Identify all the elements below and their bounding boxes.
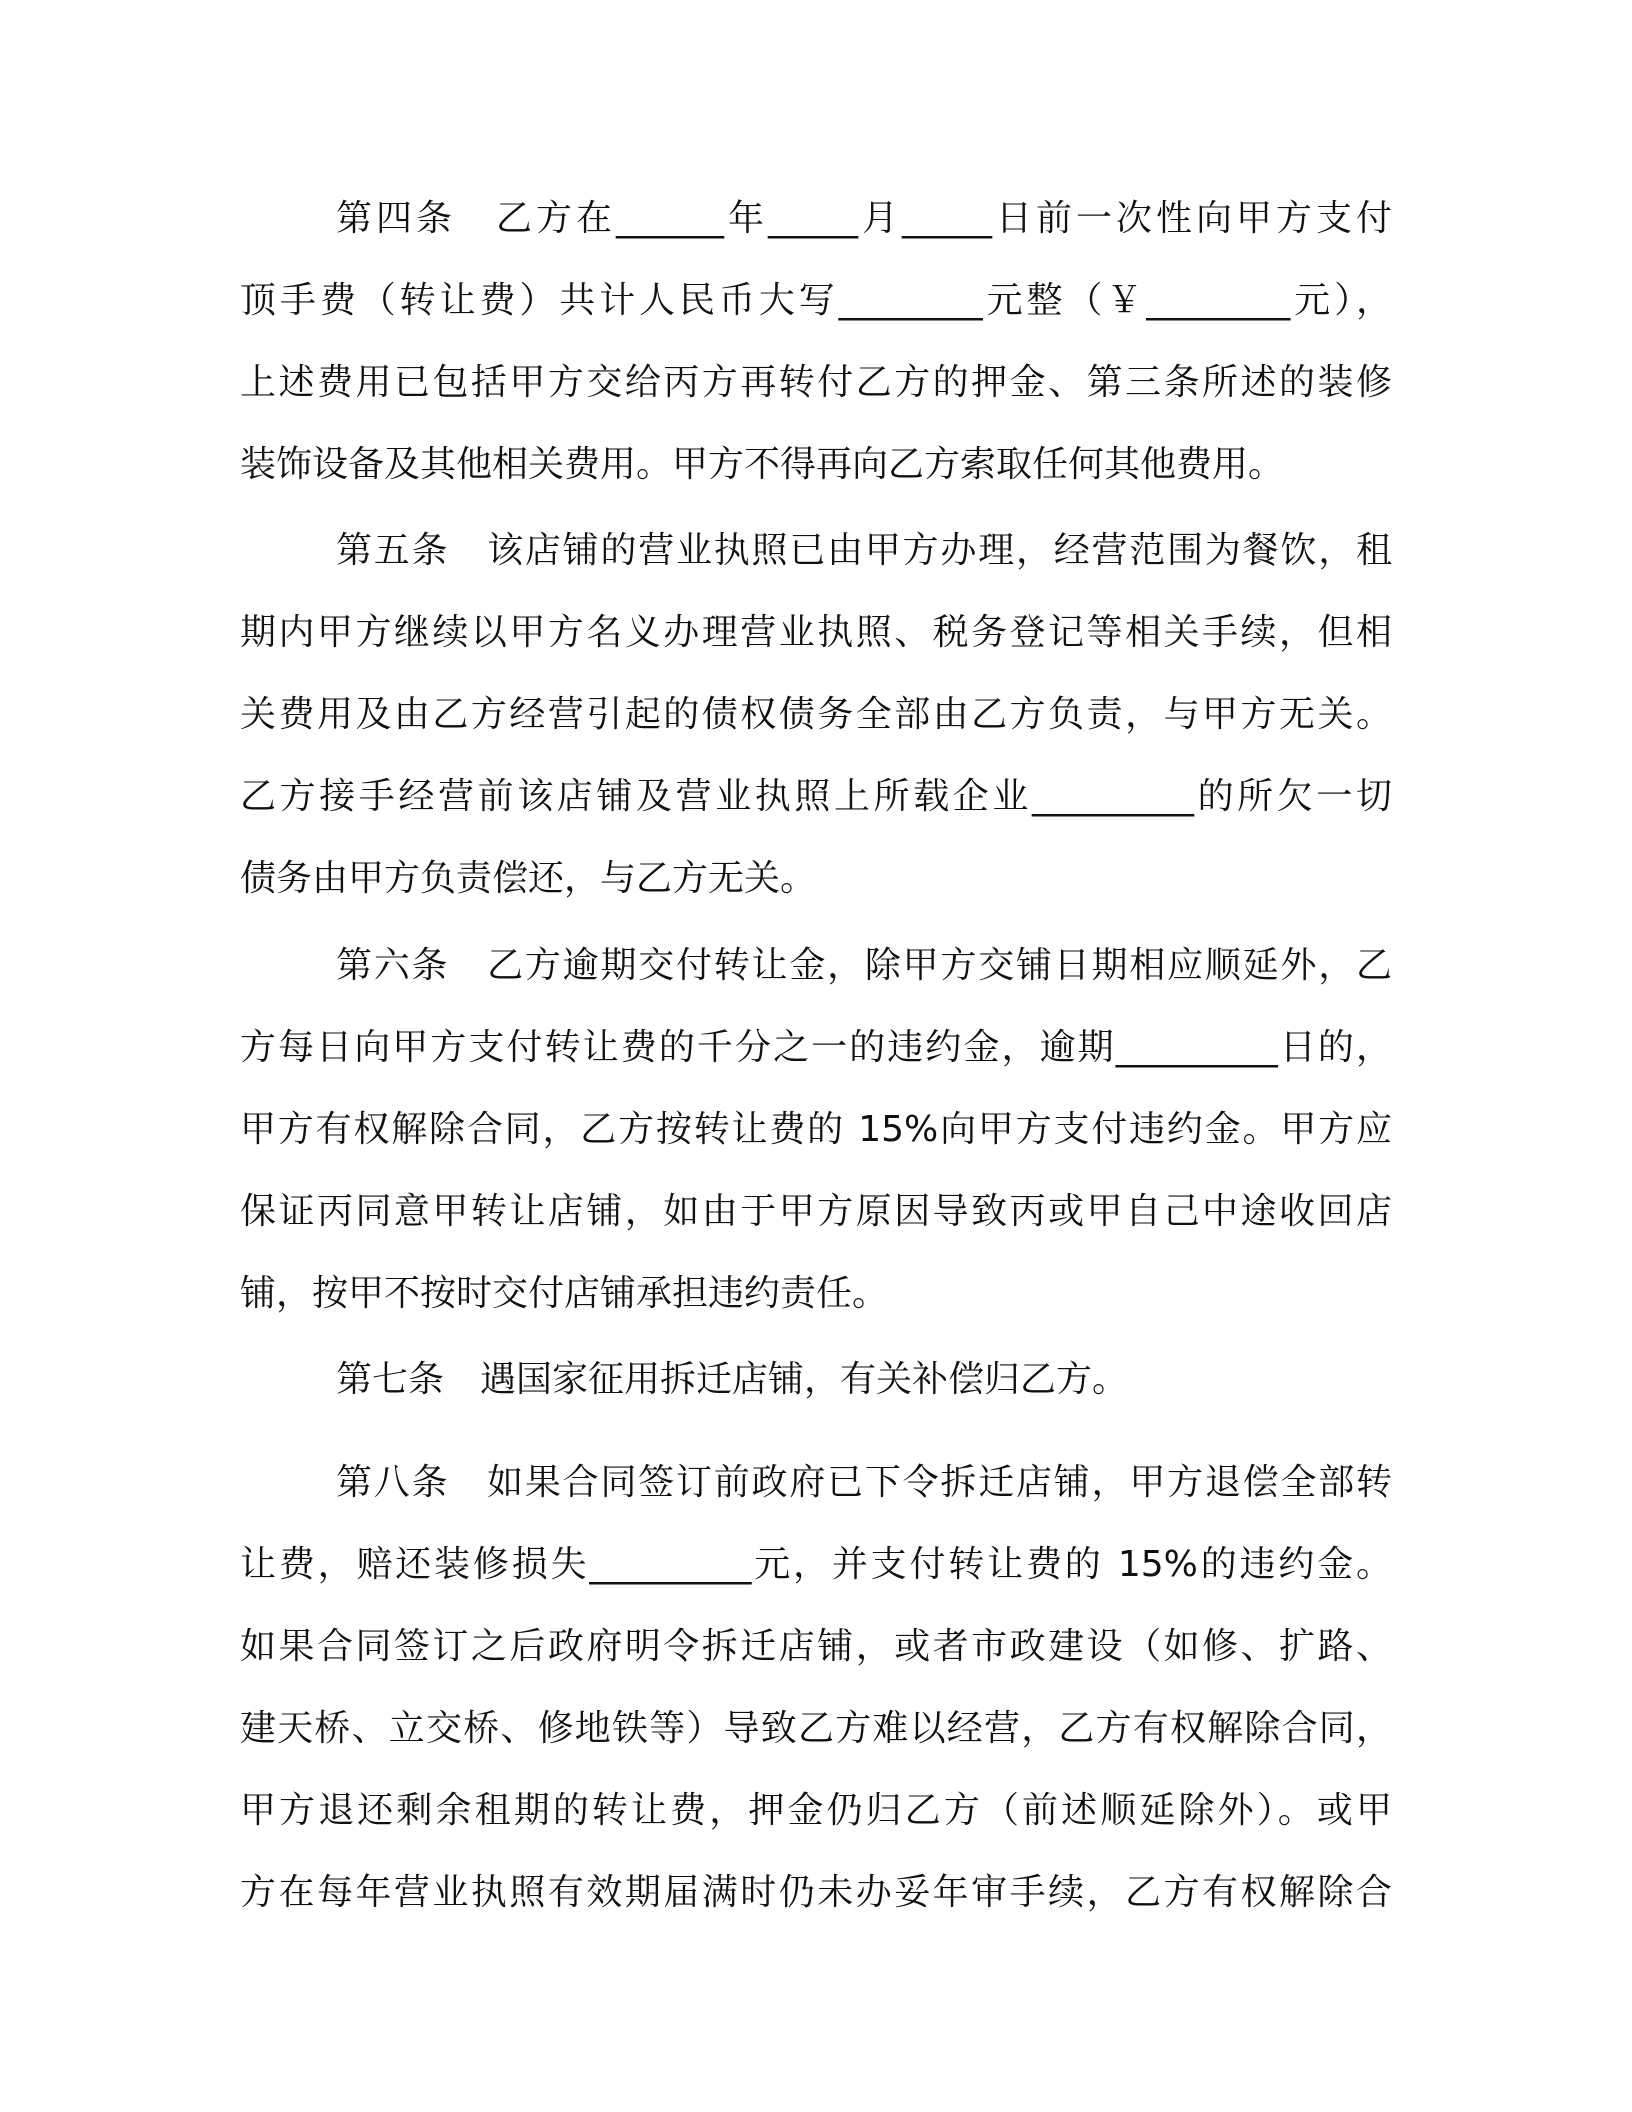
clause-line: 第八条 如果合同签订前政府已下令拆迁店铺，甲方退偿全部转 <box>336 1462 1392 1503</box>
clause-line: 关费用及由乙方经营引起的债权债务全部由乙方负责，与甲方无关。 <box>240 694 1392 735</box>
clause-line: 顶手费（转让费）共计人民币大写________元整（￥________元）， <box>240 280 1392 321</box>
clause-line: 甲方退还剩余租期的转让费，押金仍归乙方（前述顺延除外）。或甲 <box>240 1790 1392 1831</box>
clause-line: 甲方有权解除合同，乙方按转让费的 15%向甲方支付违约金。甲方应 <box>240 1109 1392 1150</box>
clause-line: 债务由甲方负责偿还，与乙方无关。 <box>240 858 817 899</box>
clause-line: 铺，按甲不按时交付店铺承担违约责任。 <box>240 1273 889 1314</box>
clause-line: 保证丙同意甲转让店铺，如由于甲方原因导致丙或甲自己中途收回店 <box>240 1191 1392 1232</box>
clause-line: 第七条 遇国家征用拆迁店铺，有关补偿归乙方。 <box>336 1359 1129 1400</box>
clause-8 <box>240 1442 1392 1934</box>
clause-line: 期内甲方继续以甲方名义办理营业执照、税务登记等相关手续，但相 <box>240 612 1392 653</box>
clause-6 <box>240 925 1392 1335</box>
clause-line: 第六条 乙方逾期交付转让金，除甲方交铺日期相应顺延外，乙 <box>336 945 1392 986</box>
clause-line: 第四条 乙方在______年_____月_____日前一次性向甲方支付 <box>336 198 1392 239</box>
clause-7 <box>240 1339 1392 1421</box>
clause-line: 让费，赔还装修损失_________元，并支付转让费的 15%的违约金。 <box>240 1544 1392 1585</box>
clause-line: 方在每年营业执照有效期届满时仍未办妥年审手续，乙方有权解除合 <box>240 1872 1392 1913</box>
clause-line: 上述费用已包括甲方交给丙方再转付乙方的押金、第三条所述的装修 <box>240 362 1392 403</box>
clause-line: 方每日向甲方支付转让费的千分之一的违约金，逾期_________日的， <box>240 1027 1392 1068</box>
clause-line: 装饰设备及其他相关费用。甲方不得再向乙方索取任何其他费用。 <box>240 444 1285 485</box>
clause-4 <box>240 178 1392 506</box>
clause-line: 建天桥、立交桥、修地铁等）导致乙方难以经营，乙方有权解除合同， <box>240 1708 1392 1749</box>
clause-line: 如果合同签订之后政府明令拆迁店铺，或者市政建设（如修、扩路、 <box>240 1626 1392 1667</box>
clause-line: 乙方接手经营前该店铺及营业执照上所载企业_________的所欠一切 <box>240 776 1392 817</box>
clause-line: 第五条 该店铺的营业执照已由甲方办理，经营范围为餐饮，租 <box>336 530 1392 571</box>
clause-5 <box>240 510 1392 920</box>
